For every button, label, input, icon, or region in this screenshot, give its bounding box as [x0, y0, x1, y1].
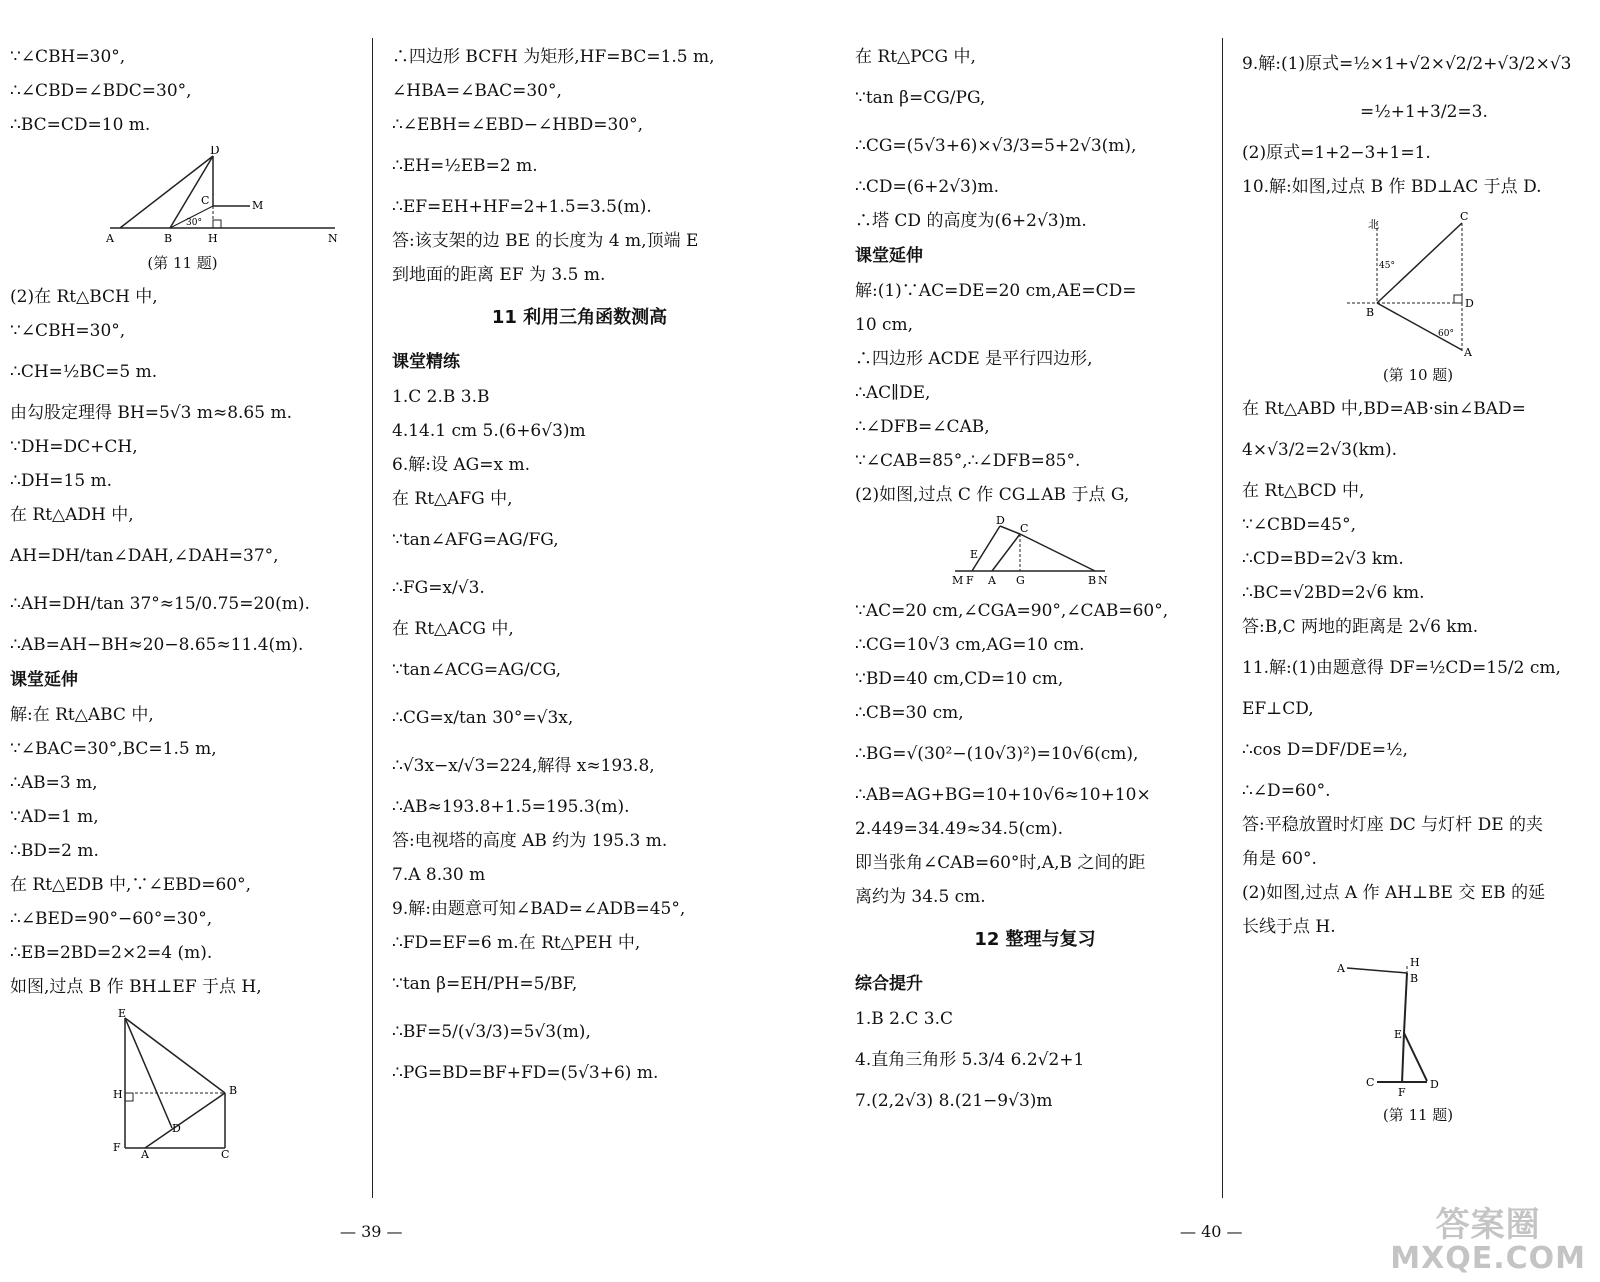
section-heading: 课堂延伸	[10, 670, 78, 690]
text-line: ∴EB=2BD=2×2=4 (m).	[10, 943, 213, 963]
c4-block-b	[1242, 392, 1594, 944]
text-line: 到地面的距离 EF 为 3.5 m.	[392, 265, 606, 285]
text-line: 在 Rt△EDB 中,∵∠EBD=60°,	[10, 875, 252, 895]
folding-stand-diagram	[855, 516, 1215, 590]
text-line: 答:电视塔的高度 AB 约为 195.3 m.	[392, 831, 668, 851]
text-line: 1.C 2.B 3.B	[392, 387, 490, 407]
text-line: (2)在 Rt△BCH 中,	[10, 287, 158, 307]
text-line: 10 cm,	[855, 315, 914, 335]
text-line: 长线于点 H.	[1242, 917, 1336, 937]
text-line: ∴BC=CD=10 m.	[10, 115, 151, 135]
column-4	[1242, 40, 1594, 1132]
fig-label: D	[996, 516, 1005, 527]
text-line: 离约为 34.5 cm.	[855, 887, 986, 907]
text-line: ∵AC=20 cm,∠CGA=90°,∠CAB=60°,	[855, 601, 1169, 621]
figure-11b-diagram	[1242, 948, 1594, 1128]
text-line: ∴AB=AG+BG=10+10√6≈10+10×	[855, 785, 1151, 805]
c3-block-d	[855, 1002, 1215, 1118]
figure-11-diagram	[10, 146, 355, 276]
text-line: (2)原式=1+2−3+1=1.	[1242, 143, 1431, 163]
column-2	[392, 40, 767, 1090]
fig-label: N	[328, 232, 338, 245]
fig-label: N	[1098, 574, 1108, 586]
fig-label: 60°	[1438, 329, 1454, 339]
text-line: 9.解:由题意可知∠BAD=∠ADB=45°,	[392, 899, 686, 919]
text-line: ∴BD=2 m.	[10, 841, 99, 861]
figure-11-caption: (第 11 题)	[147, 254, 218, 272]
text-line: ∵∠BAC=30°,BC=1.5 m,	[10, 739, 217, 759]
fig-label: A	[1464, 346, 1472, 358]
text-line: 7.A 8.30 m	[392, 865, 486, 885]
fig-label: 30°	[186, 218, 202, 228]
text-line: ∴BC=√2BD=2√6 km.	[1242, 583, 1425, 603]
text-line: ∠HBA=∠BAC=30°,	[392, 81, 562, 101]
text-line: ∵∠CBH=30°,	[10, 47, 126, 67]
c1-block-c	[10, 698, 355, 1004]
text-line: ∴CD=(6+2√3)m.	[855, 177, 1000, 197]
fig-label: 45°	[1379, 261, 1395, 271]
text-line: 答:B,C 两地的距离是 2√6 km.	[1242, 617, 1479, 637]
fig-label: A	[141, 1148, 149, 1158]
text-line: ∴√3x−x/√3=224,解得 x≈193.8,	[392, 756, 655, 776]
text-line: AH=DH/tan∠DAH,∠DAH=37°,	[10, 546, 279, 566]
text-line: ∴四边形 ACDE 是平行四边形,	[855, 349, 1093, 369]
text-line: 在 Rt△ACG 中,	[392, 619, 514, 639]
text-line: ∴AC∥DE,	[855, 383, 931, 403]
fig-label: C	[201, 194, 210, 207]
figure-10-svg	[1322, 208, 1502, 358]
text-line: ∴CB=30 cm,	[855, 703, 964, 723]
text-line: 在 Rt△AFG 中,	[392, 489, 513, 509]
text-line: 9.解:(1)原式=½×1+√2×√2/2+√3/2×√3	[1242, 54, 1572, 74]
text-line: ∴AH=DH/tan 37°≈15/0.75=20(m).	[10, 594, 310, 614]
text-line: ∵AD=1 m,	[10, 807, 99, 827]
fig-label: C	[1460, 210, 1469, 223]
text-line: ∴CH=½BC=5 m.	[10, 362, 158, 382]
fig-label: F	[966, 574, 974, 586]
text-line: 1.B 2.C 3.C	[855, 1009, 953, 1029]
section-heading: 综合提升	[855, 974, 923, 994]
text-line: ∵tan β=CG/PG,	[855, 88, 986, 108]
text-line: 解:(1)∵AC=DE=20 cm,AE=CD=	[855, 281, 1137, 301]
text-line: ∴∠DFB=∠CAB,	[855, 417, 990, 437]
fig-label: M	[252, 199, 264, 212]
text-line: ∵∠CAB=85°,∴∠DFB=85°.	[855, 451, 1081, 471]
text-line: 6.解:设 AG=x m.	[392, 455, 530, 475]
support-frame-diagram	[10, 1008, 355, 1162]
text-line: ∴CG=(5√3+6)×√3/3=5+2√3(m),	[855, 136, 1137, 156]
page-number-left: — 39 —	[340, 1222, 403, 1241]
fig-label: H	[208, 232, 218, 245]
text-line: ∵tan∠AFG=AG/FG,	[392, 530, 559, 550]
text-line: ∵DH=DC+CH,	[10, 437, 138, 457]
text-line: ∴DH=15 m.	[10, 471, 113, 491]
text-line: ∴塔 CD 的高度为(6+2√3)m.	[855, 211, 1087, 231]
text-line: ∴CG=x/tan 30°=√3x,	[392, 708, 574, 728]
c2-block-a	[392, 40, 767, 292]
support-frame-svg	[110, 1008, 260, 1158]
c3-block-a	[855, 40, 1215, 238]
text-line: 解:在 Rt△ABC 中,	[10, 705, 154, 725]
section-heading: 课堂精练	[392, 352, 460, 372]
fig-label: B	[1410, 972, 1419, 985]
text-line: 角是 60°.	[1242, 849, 1317, 869]
c4-block-a	[1242, 40, 1594, 204]
text-line: ∴BF=5/(√3/3)=5√3(m),	[392, 1022, 591, 1042]
text-line: ∴CD=BD=2√3 km.	[1242, 549, 1404, 569]
text-line: ∴BG=√(30²−(10√3)²)=10√6(cm),	[855, 744, 1139, 764]
fig-label: 北	[1368, 218, 1379, 231]
fig-label: H	[1410, 956, 1420, 969]
column-divider	[372, 38, 373, 1198]
section-title: 12 整理与复习	[974, 929, 1096, 950]
text-line: 答:平稳放置时灯座 DC 与灯杆 DE 的夹	[1242, 815, 1544, 835]
fig-label: C	[1020, 522, 1029, 535]
text-line: ∴EH=½EB=2 m.	[392, 156, 538, 176]
fig-label: H	[113, 1088, 123, 1101]
text-line: ∴FD=EF=6 m.在 Rt△PEH 中,	[392, 933, 641, 953]
text-line: 2.449=34.49≈34.5(cm).	[855, 819, 1063, 839]
text-line: (2)如图,过点 A 作 AH⊥BE 交 EB 的延	[1242, 883, 1546, 903]
fig-label: D	[1430, 1078, 1439, 1091]
text-line: ∴cos D=DF/DE=½,	[1242, 740, 1408, 760]
fig-label: B	[1088, 574, 1097, 586]
text-line: (2)如图,过点 C 作 CG⊥AB 于点 G,	[855, 485, 1130, 505]
text-line: ∴∠BED=90°−60°=30°,	[10, 909, 213, 929]
fig-label: C	[1366, 1076, 1375, 1089]
text-line: =½+1+3/2=3.	[1360, 102, 1488, 122]
fig-label: F	[113, 1141, 121, 1154]
text-line: 由勾股定理得 BH=5√3 m≈8.65 m.	[10, 403, 292, 423]
fig-label: C	[221, 1148, 230, 1158]
text-line: ∴AB=AH−BH≈20−8.65≈11.4(m).	[10, 635, 304, 655]
fig-label: B	[1366, 306, 1375, 319]
text-line: 如图,过点 B 作 BH⊥EF 于点 H,	[10, 977, 262, 997]
text-line: ∴CG=10√3 cm,AG=10 cm.	[855, 635, 1085, 655]
text-line: EF⊥CD,	[1242, 699, 1314, 719]
section-title: 11 利用三角函数测高	[491, 307, 668, 328]
text-line: ∵BD=40 cm,CD=10 cm,	[855, 669, 1064, 689]
text-line: 7.(2,2√3) 8.(21−9√3)m	[855, 1091, 1053, 1111]
text-line: 即当张角∠CAB=60°时,A,B 之间的距	[855, 853, 1146, 873]
c3-block-c	[855, 594, 1215, 914]
fig-label: A	[988, 574, 996, 586]
figure-10-diagram	[1242, 208, 1594, 388]
text-line: 在 Rt△PCG 中,	[855, 47, 976, 67]
text-line: 11.解:(1)由题意得 DF=½CD=15/2 cm,	[1242, 658, 1561, 678]
fig-label: B	[164, 232, 173, 245]
text-line: 答:该支架的边 BE 的长度为 4 m,顶端 E	[392, 231, 699, 251]
folding-stand-svg	[950, 516, 1110, 586]
watermark-line-2: MXQE.COM	[1390, 1241, 1586, 1276]
watermark-line-1: 答案圈	[1435, 1205, 1541, 1245]
text-line: ∴FG=x/√3.	[392, 578, 485, 598]
figure-11b-svg	[1332, 948, 1492, 1098]
text-line: 在 Rt△BCD 中,	[1242, 481, 1365, 501]
figure-11b-caption: (第 11 题)	[1382, 1106, 1454, 1124]
c2-block-b	[392, 380, 767, 1090]
text-line: ∴四边形 BCFH 为矩形,HF=BC=1.5 m,	[392, 47, 715, 67]
fig-label: G	[1016, 574, 1025, 586]
fig-label: M	[952, 574, 964, 586]
text-line: 10.解:如图,过点 B 作 BD⊥AC 于点 D.	[1242, 177, 1542, 197]
c1-block-b	[10, 280, 355, 662]
fig-label: A	[1337, 962, 1345, 975]
text-line: ∵∠CBD=45°,	[1242, 515, 1356, 535]
text-line: ∴∠EBH=∠EBD−∠HBD=30°,	[392, 115, 644, 135]
c1-block-a	[10, 40, 355, 142]
c3-block-b	[855, 274, 1215, 512]
figure-11-svg	[100, 146, 340, 246]
fig-label: A	[106, 232, 114, 245]
text-line: ∵tan β=EH/PH=5/BF,	[392, 974, 578, 994]
text-line: ∴AB≈193.8+1.5=195.3(m).	[392, 797, 630, 817]
text-line: 4×√3/2=2√3(km).	[1242, 440, 1398, 460]
text-line: ∴∠CBD=∠BDC=30°,	[10, 81, 192, 101]
fig-label: E	[1394, 1028, 1403, 1041]
section-heading: 课堂延伸	[855, 246, 923, 266]
fig-label: B	[229, 1084, 238, 1097]
text-line: 4.直角三角形 5.3/4 6.2√2+1	[855, 1050, 1085, 1070]
text-line: 4.14.1 cm 5.(6+6√3)m	[392, 421, 586, 441]
page-number-right: — 40 —	[1180, 1222, 1243, 1241]
fig-label: F	[1398, 1086, 1406, 1098]
fig-label: D	[1465, 297, 1474, 310]
fig-label: D	[172, 1122, 181, 1135]
text-line: ∴∠D=60°.	[1242, 781, 1331, 801]
text-line: ∴PG=BD=BF+FD=(5√3+6) m.	[392, 1063, 659, 1083]
text-line: 在 Rt△ADH 中,	[10, 505, 134, 525]
column-3	[855, 40, 1215, 1118]
column-1	[10, 40, 355, 1166]
text-line: ∵∠CBH=30°,	[10, 321, 126, 341]
fig-label: E	[970, 548, 979, 561]
fig-label: E	[118, 1008, 127, 1020]
column-divider	[1222, 38, 1223, 1198]
text-line: ∴EF=EH+HF=2+1.5=3.5(m).	[392, 197, 652, 217]
watermark-logo	[1390, 1205, 1586, 1276]
text-line: ∴AB=3 m,	[10, 773, 98, 793]
fig-label: D	[210, 146, 220, 157]
figure-10-caption: (第 10 题)	[1382, 366, 1454, 384]
text-line: ∵tan∠ACG=AG/CG,	[392, 660, 562, 680]
text-line: 在 Rt△ABD 中,BD=AB·sin∠BAD=	[1242, 399, 1526, 419]
